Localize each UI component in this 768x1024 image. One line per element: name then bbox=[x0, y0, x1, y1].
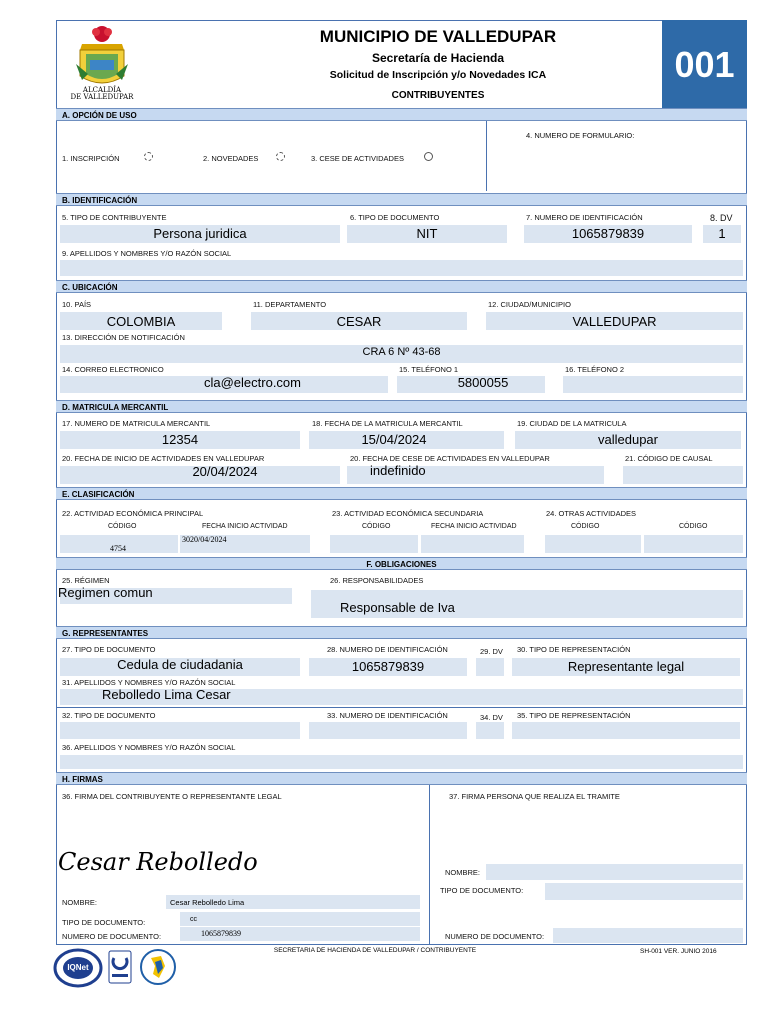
processor-doc-type-label: TIPO DE DOCUMENTO: bbox=[440, 886, 524, 895]
rep-id-value: 1065879839 bbox=[351, 659, 425, 674]
main-code-value: 4754 bbox=[110, 544, 126, 553]
processor-doc-number-field[interactable] bbox=[553, 928, 743, 943]
secondary-date-field[interactable] bbox=[421, 535, 524, 553]
main-date-value: 3020/04/2024 bbox=[182, 535, 227, 544]
other-activities-label: 24. OTRAS ACTIVIDADES bbox=[546, 509, 637, 518]
signer-doc-number-label: NUMERO DE DOCUMENTO: bbox=[62, 932, 162, 941]
document-type-value: NIT bbox=[416, 226, 438, 241]
department-value: CESAR bbox=[336, 314, 382, 329]
end-date-label: 20. FECHA DE CESE DE ACTIVIDADES EN VALLEDUPAR bbox=[350, 454, 550, 463]
divider bbox=[429, 785, 430, 945]
rep-doc-type-label: 27. TIPO DE DOCUMENTO bbox=[62, 645, 156, 654]
registration-date-label: 18. FECHA DE LA MATRICULA MERCANTIL bbox=[312, 419, 463, 428]
regime-value: Regimen comun bbox=[58, 585, 153, 600]
secondary-code-header: CÓDIGO bbox=[362, 523, 391, 530]
processor-name-field[interactable] bbox=[486, 864, 743, 880]
city-label: 12. CIUDAD/MUNICIPIO bbox=[488, 300, 571, 309]
request-title: Solicitud de Inscripción y/o Novedades ICA bbox=[329, 69, 547, 81]
phone1-value: 5800055 bbox=[457, 375, 509, 390]
name-field[interactable] bbox=[60, 260, 743, 276]
processor-name-label: NOMBRE: bbox=[445, 868, 481, 877]
contributor-type-label: 5. TIPO DE CONTRIBUYENTE bbox=[62, 213, 167, 222]
rep2-type-field[interactable] bbox=[512, 722, 740, 739]
logo-caption-1: ALCALDÍA bbox=[82, 86, 122, 94]
section-e-header: E. CLASIFICACIÓN bbox=[56, 487, 747, 500]
responsibilities-label: 26. RESPONSABILIDADES bbox=[330, 576, 424, 585]
registration-date-value: 15/04/2024 bbox=[361, 432, 427, 447]
rep2-name-field[interactable] bbox=[60, 755, 743, 769]
end-date-value: indefinido bbox=[370, 463, 426, 478]
country-label: 10. PAÍS bbox=[62, 300, 92, 309]
registration-number-value: 12354 bbox=[161, 432, 199, 447]
cause-code-field[interactable] bbox=[623, 466, 743, 484]
responsibilities-value: Responsable de Iva bbox=[340, 600, 455, 615]
dv-label: 8. DV bbox=[710, 213, 733, 223]
city-value: VALLEDUPAR bbox=[572, 314, 657, 329]
rep-doc-type-value: Cedula de ciudadania bbox=[117, 657, 243, 672]
regime-label: 25. RÉGIMEN bbox=[62, 576, 110, 585]
secretariat-title: Secretaría de Hacienda bbox=[371, 51, 505, 65]
section-b-header: B. IDENTIFICACIÓN bbox=[56, 193, 747, 206]
secondary-activity-label: 23. ACTIVIDAD ECONÓMICA SECUNDARIA bbox=[332, 509, 484, 518]
iso-certification-icon bbox=[108, 950, 132, 984]
registration-city-label: 19. CIUDAD DE LA MATRICULA bbox=[517, 419, 627, 428]
rep2-doc-type-field[interactable] bbox=[60, 722, 300, 739]
start-date-label: 20. FECHA DE INICIO DE ACTIVIDADES EN VALLEDUPAR bbox=[62, 454, 265, 463]
iqnet-logo-text: IQNet bbox=[67, 963, 89, 972]
dv-value: 1 bbox=[718, 226, 726, 241]
other-code-header-1: CÓDIGO bbox=[571, 523, 600, 530]
id-number-label: 7. NUMERO DE IDENTIFICACIÓN bbox=[526, 213, 643, 222]
section-f-header: F. OBLIGACIONES bbox=[56, 557, 747, 570]
secondary-date-header: FECHA INICIO ACTIVIDAD bbox=[431, 523, 517, 530]
rep-name-value: Rebolledo Lima Cesar bbox=[102, 687, 231, 702]
rep2-dv-field[interactable] bbox=[476, 722, 504, 739]
signer-doc-type-label: TIPO DE DOCUMENTO: bbox=[62, 918, 146, 927]
main-activity-label: 22. ACTIVIDAD ECONÓMICA PRINCIPAL bbox=[62, 509, 204, 518]
rep2-name-label: 36. APELLIDOS Y NOMBRES Y/O RAZÓN SOCIAL bbox=[62, 743, 236, 752]
contributor-type-value: Persona juridica bbox=[153, 226, 247, 241]
start-date-value: 20/04/2024 bbox=[192, 464, 258, 479]
signer-doc-type-field[interactable] bbox=[180, 912, 420, 926]
rep-type-label: 30. TIPO DE REPRESENTACIÓN bbox=[517, 645, 631, 654]
rep2-id-field[interactable] bbox=[309, 722, 467, 739]
rep-type-value: Representante legal bbox=[567, 659, 685, 674]
option-cese-radio[interactable] bbox=[424, 152, 433, 161]
phone1-label: 15. TELÉFONO 1 bbox=[399, 365, 459, 374]
section-h-header: H. FIRMAS bbox=[56, 772, 747, 785]
footer-center-text: SECRETARIA DE HACIENDA DE VALLEDUPAR / CONTRIBUYENTE bbox=[273, 947, 477, 954]
rep-dv-field[interactable] bbox=[476, 658, 504, 676]
taxpayer-signature: Cesar Rebolledo bbox=[58, 848, 258, 876]
main-code-header: CÓDIGO bbox=[108, 523, 137, 530]
secondary-code-field[interactable] bbox=[330, 535, 418, 553]
other-code-field-2[interactable] bbox=[644, 535, 743, 553]
audience-title: CONTRIBUYENTES bbox=[391, 90, 485, 101]
main-date-header: FECHA INICIO ACTIVIDAD bbox=[202, 523, 288, 530]
registration-city-value: valledupar bbox=[598, 432, 658, 447]
rep-name-label: 31. APELLIDOS Y NOMBRES Y/O RAZÓN SOCIAL bbox=[62, 678, 236, 687]
section-a-header: A. OPCIÓN DE USO bbox=[56, 108, 747, 121]
signer-doc-type-value: cc bbox=[190, 916, 197, 923]
registration-number-label: 17. NUMERO DE MATRICULA MERCANTIL bbox=[62, 419, 211, 428]
option-cese-label: 3. CESE DE ACTIVIDADES bbox=[311, 154, 404, 163]
logo-caption-2: DE VALLEDUPAR bbox=[70, 93, 134, 101]
id-number-value: 1065879839 bbox=[571, 226, 645, 241]
municipality-title: MUNICIPIO DE VALLEDUPAR bbox=[319, 27, 557, 46]
rep-dv-label: 29. DV bbox=[480, 647, 503, 656]
document-type-label: 6. TIPO DE DOCUMENTO bbox=[350, 213, 440, 222]
other-code-header-2: CÓDIGO bbox=[679, 523, 708, 530]
country-value: COLOMBIA bbox=[106, 314, 176, 329]
quality-seal-icon bbox=[139, 948, 177, 986]
rep2-id-label: 33. NUMERO DE IDENTIFICACIÓN bbox=[327, 711, 448, 720]
section-c-header: C. UBICACIÓN bbox=[56, 280, 747, 293]
rep2-doc-type-label: 32. TIPO DE DOCUMENTO bbox=[62, 711, 156, 720]
phone2-label: 16. TELÉFONO 2 bbox=[565, 365, 625, 374]
rep2-type-label: 35. TIPO DE REPRESENTACIÓN bbox=[517, 711, 631, 720]
divider bbox=[56, 707, 747, 708]
form-number-label: 4. NUMERO DE FORMULARIO: bbox=[526, 131, 635, 140]
name-label: 9. APELLIDOS Y NOMBRES Y/O RAZÓN SOCIAL bbox=[62, 249, 232, 258]
email-value: cla@electro.com bbox=[203, 375, 301, 390]
taxpayer-signature-label: 36. FIRMA DEL CONTRIBUYENTE O REPRESENTANTE LEGAL bbox=[62, 792, 282, 801]
email-label: 14. CORREO ELECTRONICO bbox=[62, 365, 164, 374]
option-novedades-radio[interactable] bbox=[276, 152, 285, 161]
address-label: 13. DIRECCIÓN DE NOTIFICACIÓN bbox=[62, 333, 185, 342]
other-code-field-1[interactable] bbox=[545, 535, 641, 553]
processor-doc-number-label: NUMERO DE DOCUMENTO: bbox=[445, 932, 545, 941]
option-novedades-label: 2. NOVEDADES bbox=[203, 154, 259, 163]
signer-doc-number-value: 1065879839 bbox=[201, 929, 241, 938]
section-d-header: D. MATRICULA MERCANTIL bbox=[56, 400, 747, 413]
department-label: 11. DEPARTAMENTO bbox=[253, 300, 327, 309]
option-inscripcion-label: 1. INSCRIPCIÓN bbox=[62, 154, 120, 163]
option-inscripcion-radio[interactable] bbox=[144, 152, 153, 161]
signer-name-value: Cesar Rebolledo Lima bbox=[170, 898, 245, 907]
footer-version-text: SH-001 VER. JUNIO 2016 bbox=[640, 948, 717, 955]
section-g-header: G. REPRESENTANTES bbox=[56, 626, 747, 639]
divider bbox=[486, 121, 487, 191]
address-value: CRA 6 Nº 43-68 bbox=[362, 346, 441, 358]
processor-signature-label: 37. FIRMA PERSONA QUE REALIZA EL TRAMITE bbox=[449, 792, 620, 801]
form-code: 001 bbox=[674, 44, 735, 85]
phone2-field[interactable] bbox=[563, 376, 743, 393]
processor-doc-type-field[interactable] bbox=[545, 883, 743, 900]
rep2-dv-label: 34. DV bbox=[480, 713, 503, 722]
signer-name-label: NOMBRE: bbox=[62, 898, 98, 907]
cause-code-label: 21. CÓDIGO DE CAUSAL bbox=[625, 454, 713, 463]
rep-id-label: 28. NUMERO DE IDENTIFICACIÓN bbox=[327, 645, 448, 654]
